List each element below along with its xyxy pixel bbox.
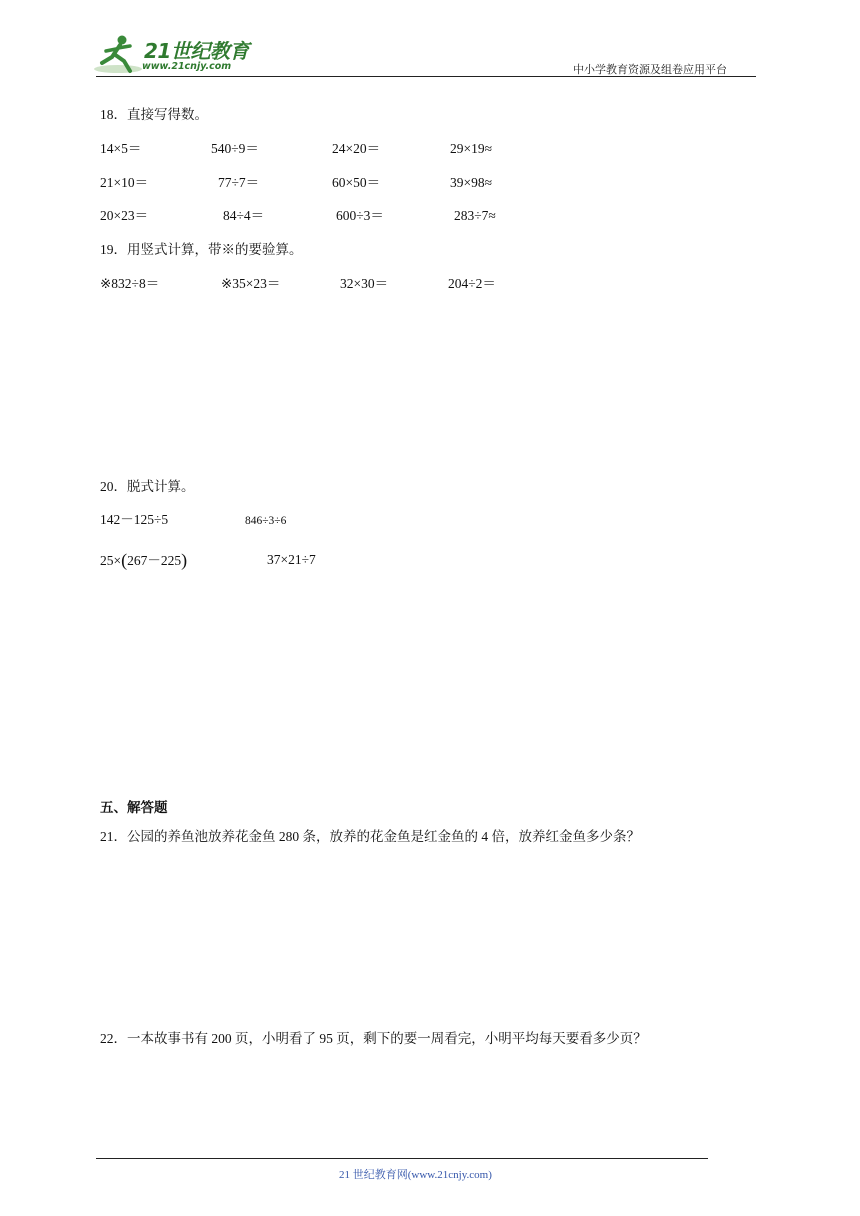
q18-item: 14×5＝ xyxy=(100,141,142,156)
q18-item: 20×23＝ xyxy=(100,208,149,223)
site-logo xyxy=(92,33,262,77)
q18-item: 39×98≈ xyxy=(450,175,493,190)
q19-title: 19．用竖式计算，带※的要验算。 xyxy=(100,242,303,257)
q18-item: 540÷9＝ xyxy=(211,141,259,156)
right-paren: ) xyxy=(181,550,188,570)
q18-item: 21×10＝ xyxy=(100,175,149,190)
runner-logo-icon xyxy=(92,33,144,77)
footer-divider xyxy=(96,1158,708,1159)
q19-item: 204÷2＝ xyxy=(448,276,496,291)
q20-expression: 846÷3÷6 xyxy=(245,515,287,527)
q18-item: 600÷3＝ xyxy=(336,208,384,223)
logo-title: 21世纪教育 xyxy=(144,39,249,63)
q20-expression-inner: 267－225 xyxy=(127,553,182,568)
q18-item: 24×20＝ xyxy=(332,141,381,156)
q22-text: 22．一本故事书有 200 页，小明看了 95 页，剩下的要一周看完，小明平均每天要看多少页？ xyxy=(100,1031,647,1046)
q21-text: 21．公园的养鱼池放养花金鱼 280 条，放养的花金鱼是红金鱼的 4 倍，放养红金鱼多少条？ xyxy=(100,829,640,844)
q18-item: 84÷4＝ xyxy=(223,208,265,223)
q18-item: 77÷7＝ xyxy=(218,175,260,190)
q18-item: 60×50＝ xyxy=(332,175,381,190)
q18-item: 29×19≈ xyxy=(450,141,493,156)
q20-expression: 142－125÷5 xyxy=(100,512,169,527)
header-divider xyxy=(96,76,756,77)
q18-item: 283÷7≈ xyxy=(454,208,496,223)
q18-title: 18．直接写得数。 xyxy=(100,107,208,122)
q20-expression-prefix: 25× xyxy=(100,553,122,568)
q20-title: 20．脱式计算。 xyxy=(100,479,195,494)
q20-expression xyxy=(100,551,187,569)
header-platform-text: 中小学教育资源及组卷应用平台 xyxy=(573,63,727,76)
q19-item: ※35×23＝ xyxy=(221,276,281,291)
footer-link[interactable]: 21 世纪教育网(www.21cnjy.com) xyxy=(339,1169,492,1181)
left-paren: ( xyxy=(121,550,128,570)
section-heading: 五、解答题 xyxy=(100,800,168,815)
q20-expression: 37×21÷7 xyxy=(267,552,316,567)
q19-item: 32×30＝ xyxy=(340,276,389,291)
logo-url: www.21cnjy.com xyxy=(142,61,232,72)
q19-item: ※832÷8＝ xyxy=(100,276,160,291)
